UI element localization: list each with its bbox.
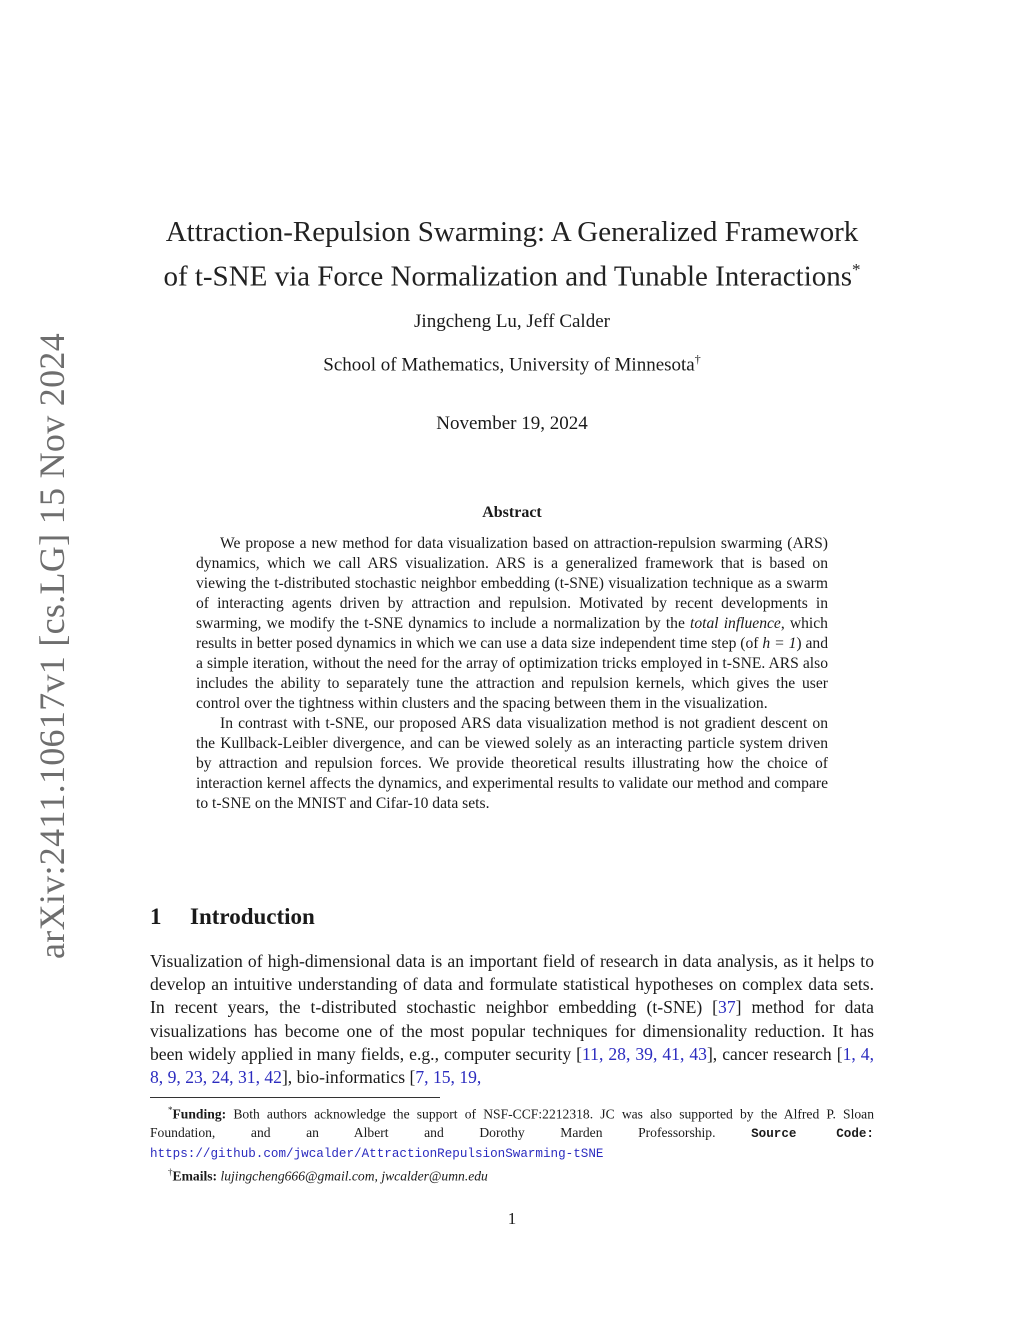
- footnotes: [150, 1101, 874, 1186]
- title-footnote-mark: *: [852, 260, 861, 279]
- abstract-body: [196, 534, 828, 814]
- title-line-2: of t-SNE via Force Normalization and Tunable Interactions*: [163, 260, 861, 293]
- source-code-label: Source Code:: [751, 1127, 874, 1142]
- page-number: 1: [507, 1209, 517, 1228]
- abstract-paragraph-1: We propose a new method for data visualization based on attraction-repulsion swarming (ARS) dynamics, which we call ARS visualization. ARS is a generalized framework that is based on viewing the t-distributed stochastic neighbor embedding (t-SNE) visualization technique as a swarm of interacting agents driven by attraction and repulsion. Motivated by recent developments in swarming, we modify the t-SNE dynamics to include a normalization by the total influence, which results in better posed dynamics in which we can use a data size independent time step (of h = 1) and a simple iteration, without the need for the array of optimization tricks employed in t-SNE. ARS also includes the ability to separately tune the attraction and repulsion kernels, which gives the user control over the tightness within clusters and the spacing between them in the visualization.: [196, 535, 829, 712]
- abstract-paragraph-2: In contrast with t-SNE, our proposed ARS data visualization method is not gradient descent on the Kullback-Leibler divergence, and can be viewed solely as an interacting particle system driven by attraction and repulsion forces. We provide theoretical results illustrating how the choice of interaction kernel affects the dynamics, and experimental results to validate our method and compare to t-SNE on the MNIST and Cifar-10 data sets.: [196, 715, 828, 812]
- footnote-emails: †Emails: lujingcheng666@gmail.com, jwcalder@umn.edu: [168, 1167, 488, 1184]
- email-addresses: lujingcheng666@gmail.com, jwcalder@umn.edu: [217, 1168, 488, 1184]
- introduction-body: [150, 950, 874, 1089]
- footnote-funding: *Funding: Both authors acknowledge the support of NSF-CCF:2212318. JC was also supported by the Alfred P. Sloan Foundation, and an Albert and Dorothy Marden Professorship. Source Code: https://github.com/jwcalder/AttractionRepulsionSwarming-tSNE: [150, 1105, 874, 1161]
- section-number: 1: [150, 904, 162, 929]
- abstract-heading: Abstract: [482, 504, 542, 521]
- arxiv-identifier-stamp: arXiv:2411.10617v1 [cs.LG] 15 Nov 2024: [32, 333, 72, 959]
- authors: Jingcheng Lu, Jeff Calder: [414, 311, 610, 332]
- citation-link[interactable]: 1, 4, 8, 9, 23, 24, 31, 42: [150, 1043, 874, 1088]
- publication-date: November 19, 2024: [436, 413, 588, 434]
- section-title: Introduction: [190, 904, 315, 929]
- section-heading: [150, 904, 874, 930]
- affiliation: School of Mathematics, University of Minnesota†: [323, 352, 701, 376]
- affiliation-footnote-mark: †: [694, 352, 701, 366]
- source-code-link[interactable]: https://github.com/jwcalder/AttractionRepulsionSwarming-tSNE: [150, 1146, 604, 1161]
- citation-link[interactable]: 7, 15, 19,: [415, 1067, 482, 1088]
- footnote-rule: [150, 1097, 440, 1098]
- abstract-math: h = 1: [762, 635, 797, 652]
- intro-paragraph: Visualization of high-dimensional data is an important field of research in data analysis, as it helps to develop an intuitive understanding of data and formulate statistical hypotheses on complex data sets. In recent years, the t-distributed stochastic neighbor embedding (t-SNE) [37] method for data visualizations has become one of the most popular techniques for dimensionality reduction. It has been widely applied in many fields, e.g., computer security [11, 28, 39, 41, 43], cancer research [1, 4, 8, 9, 23, 24, 31, 42], bio-informatics [7, 15, 19,: [150, 951, 874, 1088]
- citation-link[interactable]: 11, 28, 39, 41, 43: [582, 1043, 707, 1064]
- abstract-emphasis: total influence: [690, 615, 781, 632]
- title-line-1: Attraction-Repulsion Swarming: A Generalized Framework: [165, 216, 859, 248]
- paper-title: [150, 214, 874, 296]
- citation-link[interactable]: 37: [718, 997, 736, 1018]
